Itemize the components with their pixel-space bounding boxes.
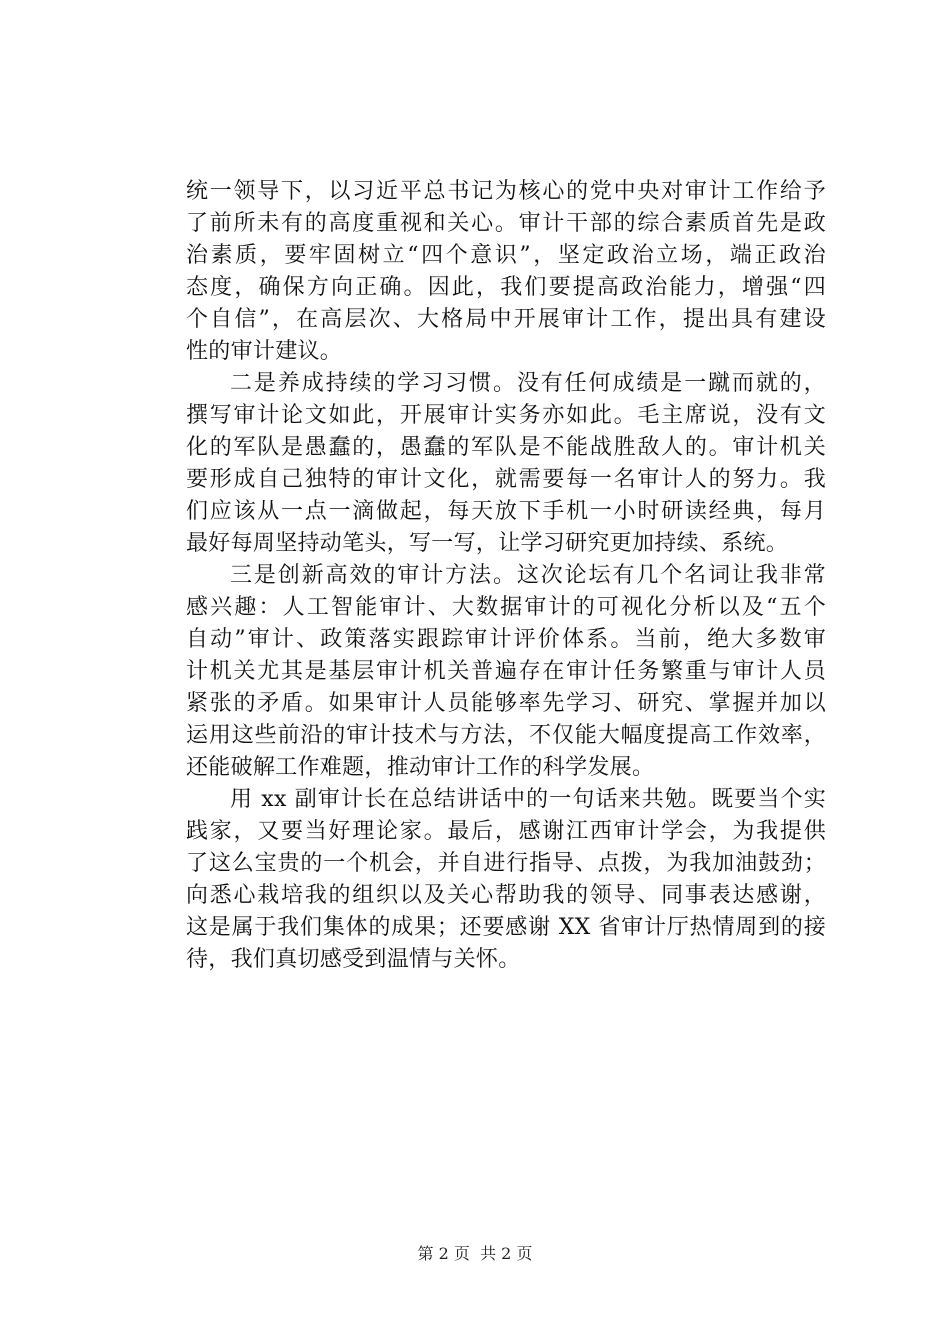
page-footer xyxy=(0,1244,950,1264)
text-line: 要形成自己独特的审计文化，就需要每一名审计人的努力。我 xyxy=(186,467,826,492)
text-line: 计机关尤其是基层审计机关普遍存在审计任务繁重与审计人员 xyxy=(186,659,826,684)
paragraph-1 xyxy=(186,176,826,368)
text-line: 感兴趣：人工智能审计、大数据审计的可视化分析以及“五个 xyxy=(186,595,826,620)
text-line: 们应该从一点一滴做起，每天放下手机一小时研读经典，每月 xyxy=(186,499,826,524)
text-line: 最好每周坚持动笔头，写一写，让学习研究更加持续、系统。 xyxy=(186,531,789,556)
paragraph-4 xyxy=(186,784,826,976)
document-body xyxy=(186,176,826,976)
text-line: 了这么宝贵的一个机会，并自进行指导、点拨，为我加油鼓劲； xyxy=(186,851,826,876)
text-line: 用 xx 副审计长在总结讲话中的一句话来共勉。既要当个实 xyxy=(230,787,826,812)
text-line: 自动”审计、政策落实跟踪审计评价体系。当前，绝大多数审 xyxy=(186,627,826,652)
text-line: 化的军队是愚蠢的，愚蠢的军队是不能战胜敌人的。审计机关 xyxy=(186,435,826,460)
paragraph-2 xyxy=(186,368,826,560)
paragraph-3 xyxy=(186,560,826,784)
page-number-label: 第 2 页 共 2 页 xyxy=(417,1244,533,1263)
text-line: 向悉心栽培我的组织以及关心帮助我的领导、同事表达感谢， xyxy=(186,883,826,908)
text-line: 治素质，要牢固树立“四个意识”，坚定政治立场，端正政治 xyxy=(186,243,826,268)
text-line: 紧张的矛盾。如果审计人员能够率先学习、研究、掌握并加以 xyxy=(186,691,826,716)
text-line: 运用这些前沿的审计技术与方法，不仅能大幅度提高工作效率， xyxy=(186,723,826,748)
text-line: 这是属于我们集体的成果；还要感谢 XX 省审计厅热情周到的接 xyxy=(186,915,826,940)
text-line: 三是创新高效的审计方法。这次论坛有几个名词让我非常 xyxy=(230,563,826,588)
text-line: 了前所未有的高度重视和关心。审计干部的综合素质首先是政 xyxy=(186,211,826,236)
text-line: 待，我们真切感受到温情与关怀。 xyxy=(186,947,521,972)
text-line: 二是养成持续的学习习惯。没有任何成绩是一蹴而就的， xyxy=(230,371,826,396)
text-line: 撰写审计论文如此，开展审计实务亦如此。毛主席说，没有文 xyxy=(186,403,826,428)
text-line: 态度，确保方向正确。因此，我们要提高政治能力，增强“四 xyxy=(186,275,826,300)
text-line: 践家，又要当好理论家。最后，感谢江西审计学会，为我提供 xyxy=(186,819,826,844)
text-line: 性的审计建议。 xyxy=(186,339,343,364)
text-line: 个自信”，在高层次、大格局中开展审计工作，提出具有建设 xyxy=(186,307,826,332)
text-line: 还能破解工作难题，推动审计工作的科学发展。 xyxy=(186,755,655,780)
text-line: 统一领导下，以习近平总书记为核心的党中央对审计工作给予 xyxy=(186,179,826,204)
